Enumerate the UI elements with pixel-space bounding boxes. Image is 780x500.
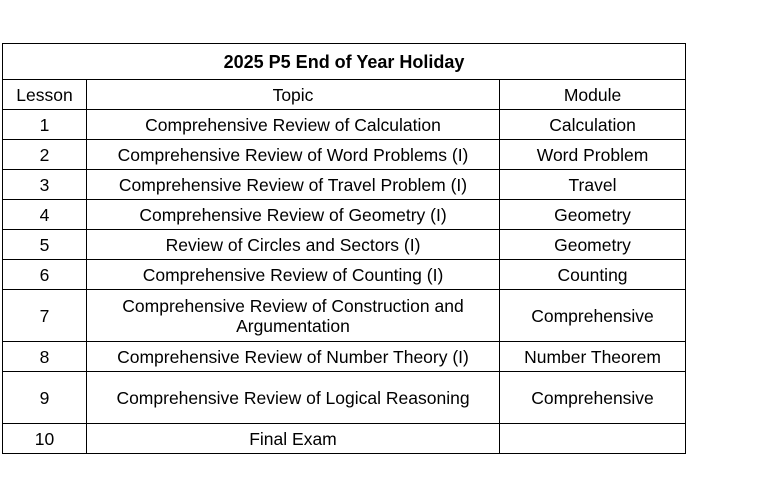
module-cell: Calculation [500, 110, 686, 140]
table-row [3, 424, 686, 454]
topic-cell: Comprehensive Review of Number Theory (I) [87, 342, 500, 372]
topic-cell: Comprehensive Review of Geometry (I) [87, 200, 500, 230]
table-row [3, 290, 686, 342]
module-cell: Comprehensive [500, 290, 686, 342]
table-row [3, 140, 686, 170]
module-cell: Geometry [500, 200, 686, 230]
lesson-cell: 9 [3, 372, 87, 424]
topic-cell: Comprehensive Review of Construction and Argumentation [87, 290, 500, 342]
topic-cell: Comprehensive Review of Word Problems (I) [87, 140, 500, 170]
table-row [3, 342, 686, 372]
table-row [3, 230, 686, 260]
lesson-cell: 2 [3, 140, 87, 170]
module-cell: Counting [500, 260, 686, 290]
topic-cell: Comprehensive Review of Travel Problem (I) [87, 170, 500, 200]
lesson-cell: 5 [3, 230, 87, 260]
schedule-table [2, 43, 686, 454]
module-cell: Geometry [500, 230, 686, 260]
header-topic: Topic [87, 80, 500, 110]
table-row [3, 110, 686, 140]
table-row [3, 372, 686, 424]
module-cell: Word Problem [500, 140, 686, 170]
lesson-cell: 10 [3, 424, 87, 454]
lesson-cell: 3 [3, 170, 87, 200]
topic-cell: Final Exam [87, 424, 500, 454]
topic-cell: Comprehensive Review of Counting (I) [87, 260, 500, 290]
lesson-cell: 8 [3, 342, 87, 372]
module-cell: Comprehensive [500, 372, 686, 424]
lesson-cell: 4 [3, 200, 87, 230]
lesson-cell: 7 [3, 290, 87, 342]
table-row [3, 260, 686, 290]
header-module: Module [500, 80, 686, 110]
table-row [3, 170, 686, 200]
table-row [3, 200, 686, 230]
header-row [3, 80, 686, 110]
header-lesson: Lesson [3, 80, 87, 110]
topic-cell: Comprehensive Review of Calculation [87, 110, 500, 140]
module-cell: Number Theorem [500, 342, 686, 372]
lesson-cell: 6 [3, 260, 87, 290]
module-cell: Travel [500, 170, 686, 200]
module-cell [500, 424, 686, 454]
topic-cell: Comprehensive Review of Logical Reasoning [87, 372, 500, 424]
table-title: 2025 P5 End of Year Holiday [3, 44, 686, 80]
title-row [3, 44, 686, 80]
topic-cell: Review of Circles and Sectors (I) [87, 230, 500, 260]
lesson-cell: 1 [3, 110, 87, 140]
